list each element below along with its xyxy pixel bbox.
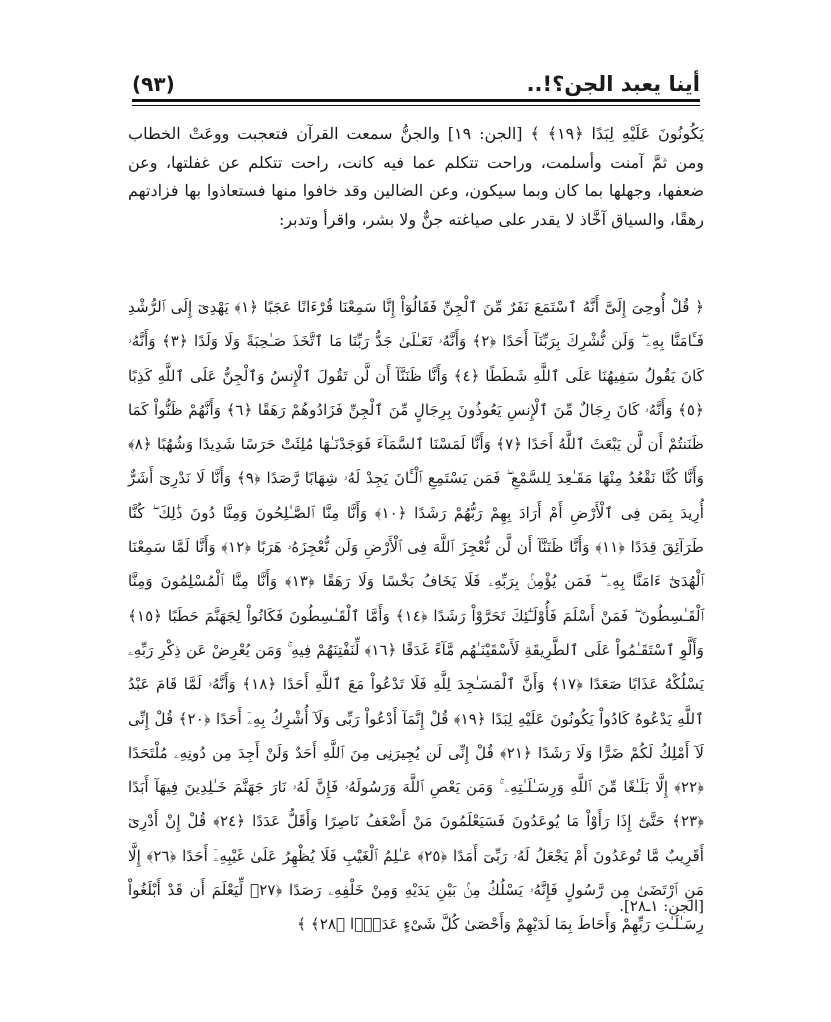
header-rule-thin — [132, 105, 700, 106]
commentary-paragraph — [128, 120, 704, 234]
quran-verses-text: ﴿ قُلْ أُوحِىَ إِلَىَّ أَنَّهُ ٱسْتَمَعَ نَفَرٌ مِّنَ ٱلْجِنِّ فَقَالُوٓاْ إِنَّا سَمِعْنَا قُرْءَانًا عَجَبًا ﴿١﴾ يَهْدِىٓ إِلَى ٱلرُّشْدِ فَـَٔامَنَّا بِهِۦ ۖ وَلَن نُّشْرِكَ بِرَبِّنَآ أَحَدًا ﴿٢﴾ وَأَنَّهُۥ تَعَـٰلَىٰ جَدُّ رَبِّنَا مَا ٱتَّخَذَ صَـٰحِبَةً وَلَا وَلَدًا ﴿٣﴾ وَأَنَّهُۥ كَانَ يَقُولُ سَفِيهُنَا عَلَى ٱللَّهِ شَطَطًا ﴿٤﴾ وَأَنَّا ظَنَنَّآ أَن لَّن تَقُولَ ٱلْإِنسُ وَٱلْجِنُّ عَلَى ٱللَّهِ كَذِبًا ﴿٥﴾ وَأَنَّهُۥ كَانَ رِجَالٌ مِّنَ ٱلْإِنسِ يَعُوذُونَ بِرِجَالٍ مِّنَ ٱلْجِنِّ فَزَادُوهُمْ رَهَقًا ﴿٦﴾ وَأَنَّهُمْ ظَنُّواْ كَمَا ظَنَنتُمْ أَن لَّن يَبْعَثَ ٱللَّهُ أَحَدًا ﴿٧﴾ وَأَنَّا لَمَسْنَا ٱلسَّمَآءَ فَوَجَدْنَـٰهَا مُلِئَتْ حَرَسًا شَدِيدًا وَشُهُبًا ﴿٨﴾ وَأَنَّا كُنَّا نَقْعُدُ مِنْهَا مَقَـٰعِدَ لِلسَّمْعِ ۖ فَمَن يَسْتَمِعِ ٱلْـَٔانَ يَجِدْ لَهُۥ شِهَابًا رَّصَدًا ﴿٩﴾ وَأَنَّا لَا نَدْرِىٓ أَشَرٌّ أُرِيدَ بِمَن فِى ٱلْأَرْضِ أَمْ أَرَادَ بِهِمْ رَبُّهُمْ رَشَدًا ﴿١٠﴾ وَأَنَّا مِنَّا ٱلصَّـٰلِحُونَ وَمِنَّا دُونَ ذَٰلِكَ ۖ كُنَّا طَرَآئِقَ قِدَدًا ﴿١١﴾ وَأَنَّا ظَنَنَّآ أَن لَّن نُّعْجِزَ ٱللَّهَ فِى ٱلْأَرْضِ وَلَن نُّعْجِزَهُۥ هَرَبًا ﴿١٢﴾ وَأَنَّا لَمَّا سَمِعْنَا ٱلْهُدَىٰٓ ءَامَنَّا بِهِۦ ۖ فَمَن يُؤْمِنۢ بِرَبِّهِۦ فَلَا يَخَافُ بَخْسًا وَلَا رَهَقًا ﴿١٣﴾ وَأَنَّا مِنَّا ٱلْمُسْلِمُونَ وَمِنَّا ٱلْقَـٰسِطُونَ ۖ فَمَنْ أَسْلَمَ فَأُوْلَـٰٓئِكَ تَحَرَّوْاْ رَشَدًا ﴿١٤﴾ وَأَمَّا ٱلْقَـٰسِطُونَ فَكَانُواْ لِجَهَنَّمَ حَطَبًا ﴿١٥﴾ وَأَلَّوِ ٱسْتَقَـٰمُواْ عَلَى ٱلطَّرِيقَةِ لَأَسْقَيْنَـٰهُم مَّآءً غَدَقًا ﴿١٦﴾ لِّنَفْتِنَهُمْ فِيهِ ۚ وَمَن يُعْرِضْ عَن ذِكْرِ رَبِّهِۦ يَسْلُكْهُ عَذَابًا صَعَدًا ﴿١٧﴾ وَأَنَّ ٱلْمَسَـٰجِدَ لِلَّهِ فَلَا تَدْعُواْ مَعَ ٱللَّهِ أَحَدًا ﴿١٨﴾ وَأَنَّهُۥ لَمَّا قَامَ عَبْدُ ٱللَّهِ يَدْعُوهُ كَادُواْ يَكُونُونَ عَلَيْهِ لِبَدًا ﴿١٩﴾ قُلْ إِنَّمَآ أَدْعُواْ رَبِّى وَلَآ أُشْرِكُ بِهِۦٓ أَحَدًا ﴿٢٠﴾ قُلْ إِنِّى لَآ أَمْلِكُ لَكُمْ ضَرًّا وَلَا رَشَدًا ﴿٢١﴾ قُلْ إِنِّى لَن يُجِيرَنِى مِنَ ٱللَّهِ أَحَدٌ وَلَنْ أَجِدَ مِن دُونِهِۦ مُلْتَحَدًا ﴿٢٢﴾ إِلَّا بَلَـٰغًا مِّنَ ٱللَّهِ وَرِسَـٰلَـٰتِهِۦ ۚ وَمَن يَعْصِ ٱللَّهَ وَرَسُولَهُۥ فَإِنَّ لَهُۥ نَارَ جَهَنَّمَ خَـٰلِدِينَ فِيهَآ أَبَدًا ﴿٢٣﴾ حَتَّىٰٓ إِذَا رَأَوْاْ مَا يُوعَدُونَ فَسَيَعْلَمُونَ مَنْ أَضْعَفُ نَاصِرًا وَأَقَلُّ عَدَدًا ﴿٢٤﴾ قُلْ إِنْ أَدْرِىٓ أَقَرِيبٌ مَّا تُوعَدُونَ أَمْ يَجْعَلُ لَهُۥ رَبِّىٓ أَمَدًا ﴿٢٥﴾ عَـٰلِمُ ٱلْغَيْبِ فَلَا يُظْهِرُ عَلَىٰ غَيْبِهِۦٓ أَحَدًا ﴿٢٦﴾ إِلَّا مَنِ ٱرْتَضَىٰ مِن رَّسُولٍ فَإِنَّهُۥ يَسْلُكُ مِنۢ بَيْنِ يَدَيْهِ وَمِنْ خَلْفِهِۦ رَصَدًا ﴿٢٧﴾ لِّيَعْلَمَ أَن قَدْ أَبْلَغُواْ رِسَـٰلَـٰتِ رَبِّهِمْ وَأَحَاطَ بِمَا لَدَيْهِمْ وَأَحْصَىٰ كُلَّ شَىْءٍ عَدَدًۢا ﴿٢٨﴾ ﴾ — [128, 298, 705, 934]
commentary-text: يَكُونُونَ عَلَيْهِ لِبَدًا ﴿١٩﴾ ﴾ [الجن: ١٩] والجنُّ سمعت القرآن فتعجبت ووعَتْ الخطاب ومن ثمَّ آمنت وأسلمت، وراحت تتكلم عما فيه كانت، راحت تتكلم عن غفلتها، وعن ضعفها، وجهلها بما كان وبما سيكون، وعن الضالين وقد خافوا منها فستعاذوا بها فزادتهم رهقًا، والسياق آخَّاذ لا يقدر على صياغته جنٌّ ولا بشر، واقرأ وتدبر: — [128, 124, 704, 229]
surah-reference: [الجن: ١ـ٢٨]. — [619, 897, 704, 915]
header-rule-thick — [132, 99, 700, 102]
page-number: (٩٣) — [132, 72, 175, 96]
running-title: أينا يعبد الجن؟!.. — [526, 72, 700, 96]
page-header — [132, 62, 700, 98]
quran-verses-block — [128, 290, 704, 942]
